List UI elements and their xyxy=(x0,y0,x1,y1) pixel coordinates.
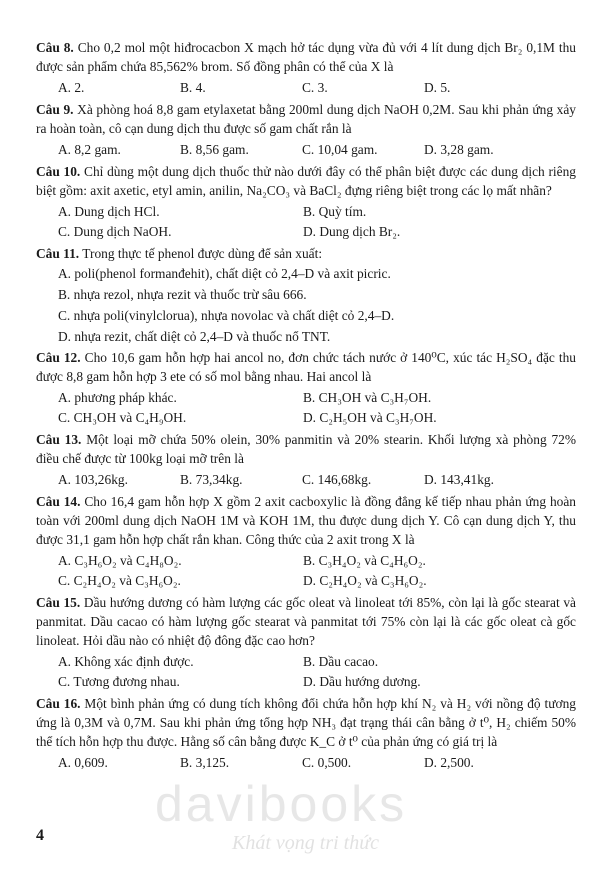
option: A. C₃H₆O₂ và C₄H₈O₂. xyxy=(58,553,182,568)
option: C. Tương đương nhau. xyxy=(58,674,180,689)
question-10: Câu 10. Chỉ dùng một dung dịch thuốc thử nào dưới đây có thể phân biệt được các dung dịch riêng biệt gồm: axit axetic, etyl amin, anilin, Na₂CO₃ và BaCl₂ đựng riêng biệt trong các lọ mất nhãn? xyxy=(36,164,576,198)
exam-page xyxy=(36,38,576,775)
option: C. C₂H₄O₂ và C₃H₆O₂. xyxy=(58,573,181,588)
question-10-options xyxy=(58,202,576,241)
option: C. 0,500. xyxy=(302,755,352,770)
option: D. 3,28 gam. xyxy=(424,142,494,157)
option: C. Dung dịch NaOH. xyxy=(58,224,172,239)
option: D. nhựa rezit, chất diệt cỏ 2,4–D và thuốc nổ TNT. xyxy=(58,329,331,344)
question-15: Câu 15. Dầu hướng dương có hàm lượng các gốc oleat và linoleat tới 85%, còn lại là gốc stearat và panmitat. Dầu cacao có hàm lượng gốc stearat và panmitat tới 75% còn lại là các gốc oleat cà gốc linoleat. Hỏi dầu nào có nhiệt độ đông đặc cao hơn? xyxy=(36,595,576,648)
option: B. C₃H₄O₂ và C₄H₆O₂. xyxy=(303,553,426,568)
option: D. 5. xyxy=(424,80,451,95)
option: D. 2,500. xyxy=(424,755,474,770)
option: A. 0,609. xyxy=(58,755,108,770)
question-15-options xyxy=(58,652,576,691)
question-9: Câu 9. Xà phòng hoá 8,8 gam etylaxetat bằng 200ml dung dịch NaOH 0,2M. Sau khi phản ứng xảy ra hoàn toàn, cô cạn dung dịch thu được số gam chất rắn là xyxy=(36,102,576,136)
option: D. 143,41kg. xyxy=(424,472,494,487)
option: B. 3,125. xyxy=(180,755,230,770)
option: C. CH₃OH và C₄H₉OH. xyxy=(58,410,187,425)
option: A. 2. xyxy=(58,80,85,95)
watermark-logo: davibooks xyxy=(155,776,408,832)
option: B. Quỳ tím. xyxy=(303,204,367,219)
option: A. poli(phenol formanđehit), chất diệt cỏ 2,4–D và axit picric. xyxy=(58,266,391,281)
option: A. Dung dịch HCl. xyxy=(58,204,160,219)
option: C. nhựa poli(vinylclorua), nhựa novolac và chất diệt cỏ 2,4–D. xyxy=(58,308,395,323)
option: A. 8,2 gam. xyxy=(58,142,121,157)
option: C. 3. xyxy=(302,80,328,95)
option: B. 4. xyxy=(180,80,206,95)
page-number: 4 xyxy=(36,827,44,844)
option: A. 103,26kg. xyxy=(58,472,128,487)
question-13: Câu 13. Một loại mỡ chứa 50% olein, 30% panmitin và 20% stearin. Khối lượng xà phòng 72% điều chế được từ 100kg loại mỡ trên là xyxy=(36,432,576,466)
option: A. phương pháp khác. xyxy=(58,390,177,405)
question-16: Câu 16. Một bình phản ứng có dung tích không đổi chứa hỗn hợp khí N₂ và H₂ với nồng độ tương ứng là 0,3M và 0,7M. Sau khi phản ứng tổng hợp NH₃ đạt trạng thái cân bằng ở t⁰, H₂ chiếm 50% thể tích hỗn hợp thu được. Hằng số cân bằng được K_C ở t⁰ của phản ứng có giá trị là xyxy=(36,696,576,749)
question-11-options xyxy=(58,264,576,346)
watermark-slogan: Khát vọng tri thức xyxy=(232,832,380,854)
option: D. Dung dịch Br₂. xyxy=(303,224,401,239)
question-11: Câu 11. Trong thực tế phenol được dùng để sản xuất: xyxy=(36,246,323,261)
option: D. C₂H₄O₂ và C₃H₆O₂. xyxy=(303,573,427,588)
option: D. C₂H₅OH và C₃H₇OH. xyxy=(303,410,437,425)
option: C. 146,68kg. xyxy=(302,472,372,487)
option: B. CH₃OH và C₃H₇OH. xyxy=(303,390,432,405)
question-12: Câu 12. Cho 10,6 gam hỗn hợp hai ancol no, đơn chức tách nước ở 140⁰C, xúc tác H₂SO₄ đặc thu được 8,8 gam hỗn hợp 3 ete có số mol bằng nhau. Hai ancol là xyxy=(36,350,576,384)
option: B. nhựa rezol, nhựa rezit và thuốc trừ sâu 666. xyxy=(58,287,307,302)
option: B. 8,56 gam. xyxy=(180,142,249,157)
option: B. Dầu cacao. xyxy=(303,654,379,669)
option: A. Không xác định được. xyxy=(58,654,194,669)
question-16-options xyxy=(58,753,576,772)
question-8-options xyxy=(58,78,576,97)
question-14: Câu 14. Cho 16,4 gam hỗn hợp X gồm 2 axit cacboxylic là đồng đẳng kế tiếp nhau phản ứng hoàn toàn với 200ml dung dịch NaOH 1M và KOH 1M, thu được dung dịch Y. Cô cạn dung dịch Y, thu được 31,1 gam hỗn hợp chất rắn khan. Công thức của 2 axit trong X là xyxy=(36,494,576,547)
option: D. Dầu hướng dương. xyxy=(303,674,421,689)
option: B. 73,34kg. xyxy=(180,472,243,487)
question-14-options xyxy=(58,551,576,590)
question-9-options xyxy=(58,140,576,159)
option: C. 10,04 gam. xyxy=(302,142,378,157)
question-13-options xyxy=(58,470,576,489)
question-12-options xyxy=(58,388,576,427)
question-8: Câu 8. Cho 0,2 mol một hiđrocacbon X mạch hở tác dụng vừa đủ với 4 lít dung dịch Br₂ 0,1M thu được sản phẩm chứa 85,562% brom. Số đồng phân có thể của X là xyxy=(36,40,576,74)
